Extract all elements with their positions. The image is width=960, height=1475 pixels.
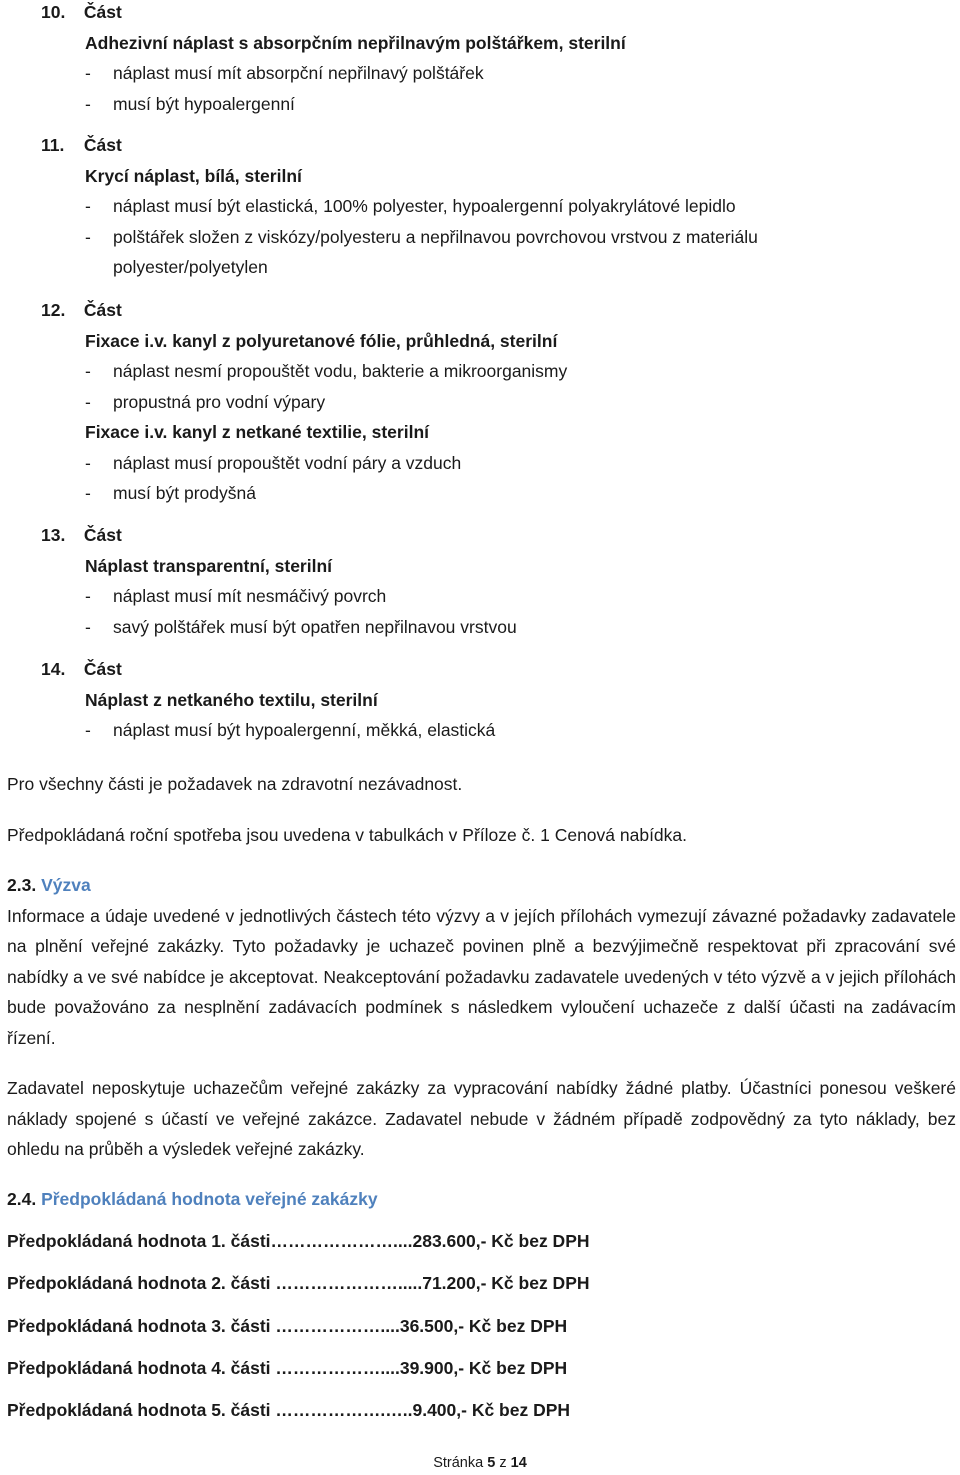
item-title: Krycí náplast, bílá, sterilní <box>85 165 302 186</box>
bullet-text: musí být prodyšná <box>113 483 256 503</box>
bullet-text: náplast musí být hypoalergenní, měkká, elastická <box>113 720 496 740</box>
item-title: Náplast z netkaného textilu, sterilní <box>85 689 378 710</box>
part-heading <box>7 520 956 551</box>
item-title: Náplast transparentní, sterilní <box>85 555 333 576</box>
bullet-item <box>7 581 956 612</box>
bullet-item <box>7 356 956 387</box>
section-heading <box>7 870 956 901</box>
dash-marker: - <box>85 483 91 503</box>
part-13 <box>7 520 956 642</box>
bullet-item <box>7 387 956 418</box>
value-row-part-5: Předpokládaná hodnota 5. části ……………….…..9.400,- Kč bez DPH <box>7 1400 571 1420</box>
part-heading <box>7 130 956 161</box>
bullet-text: musí být hypoalergenní <box>113 93 295 114</box>
note-health: Pro všechny části je požadavek na zdravotní nezávadnost. <box>7 774 463 794</box>
section-number: 2.3. <box>7 875 37 895</box>
bullet-item <box>7 191 956 222</box>
dash-marker: - <box>85 226 91 247</box>
value-row-part-3: Předpokládaná hodnota 3. části ………………....36.500,- Kč bez DPH <box>7 1316 568 1336</box>
bullet-text: savý polštářek musí být opatřen nepřilnavou vrstvou <box>113 616 517 637</box>
bullet-text: náplast nesmí propouštět vodu, bakterie a mikroorganismy <box>113 361 568 381</box>
part-number: 11. <box>41 135 65 155</box>
bullet-item <box>7 89 956 120</box>
footer-word-page: Stránka <box>433 1455 484 1471</box>
bullet-text: náplast musí být elastická, 100% polyester, hypoalergenní polyakrylátové lepidlo <box>113 196 736 216</box>
part-number: 13. <box>41 525 66 545</box>
bullet-text: náplast musí propouštět vodní páry a vzduch <box>113 452 462 473</box>
bullet-text: náplast musí mít nesmáčivý povrch <box>113 586 387 606</box>
dash-marker: - <box>85 452 91 473</box>
bullet-item <box>7 222 956 283</box>
bullet-text: polštářek složen z viskózy/polyesteru a nepřilnavou povrchovou vrstvou z materiálu polyester/polyetylen <box>113 226 758 277</box>
dash-marker: - <box>85 586 91 606</box>
footer-word-of: z <box>499 1455 507 1471</box>
part-heading <box>7 654 956 685</box>
bullet-item <box>7 715 956 746</box>
dash-marker: - <box>85 196 91 216</box>
bullet-item <box>7 58 956 89</box>
dash-marker: - <box>85 361 91 381</box>
dash-marker: - <box>85 63 91 83</box>
bullet-item <box>7 448 956 479</box>
part-label: Část <box>83 135 122 155</box>
bullet-text: náplast musí mít absorpční nepřilnavý polštářek <box>113 63 484 83</box>
bullet-text: propustná pro vodní výpary <box>113 391 326 412</box>
bullet-item <box>7 478 956 509</box>
section-title: Výzva <box>41 875 91 895</box>
note-consumption: Předpokládaná roční spotřeba jsou uvedena v tabulkách v Příloze č. 1 Cenová nabídka. <box>7 825 688 845</box>
item-title: Adhezivní náplast s absorpčním nepřilnavým polštářkem, sterilní <box>85 32 626 53</box>
part-number: 10. <box>41 2 66 22</box>
bullet-item <box>7 612 956 643</box>
dash-marker: - <box>85 93 91 114</box>
part-11 <box>7 130 956 283</box>
item-title: Fixace i.v. kanyl z netkané textilie, sterilní <box>85 422 429 442</box>
part-label: Část <box>83 2 122 22</box>
page-footer <box>0 1453 960 1473</box>
part-heading <box>7 0 956 28</box>
dash-marker: - <box>85 720 91 740</box>
value-row-part-2: Předpokládaná hodnota 2. části ………………….....71.200,- Kč bez DPH <box>7 1273 590 1293</box>
part-heading <box>7 295 956 326</box>
section-number: 2.4. <box>7 1189 37 1209</box>
paragraph: Informace a údaje uvedené v jednotlivých částech této výzvy a v jejích přílohách vymezují závazné požadavky zadavatele na plnění veřejné zakázky. Tyto požadavky je uchazeč povinen plně a bezvýjimečně respektovat při zpracování své nabídky a ve své nabídce je akceptovat. Neakceptování požadavku zadavatele uvedených v této výzvě a v jejich přílohách bude považováno za nesplnění zadávacích podmínek s následkem vyloučení uchazeče z další účasti na zadávacím řízení. <box>7 905 956 1048</box>
part-10 <box>7 0 956 119</box>
value-row-part-1: Předpokládaná hodnota 1. části…………………....283.600,- Kč bez DPH <box>7 1231 590 1251</box>
part-label: Část <box>83 300 122 320</box>
part-label: Část <box>83 659 122 679</box>
part-12 <box>7 295 956 509</box>
part-number: 12. <box>41 300 66 320</box>
section-title: Předpokládaná hodnota veřejné zakázky <box>41 1189 378 1209</box>
item-title: Fixace i.v. kanyl z polyuretanové fólie, průhledná, sterilní <box>85 330 558 351</box>
section-2-4-heading <box>7 1184 956 1215</box>
value-row-part-4: Předpokládaná hodnota 4. části ………………....39.900,- Kč bez DPH <box>7 1358 568 1378</box>
part-label: Část <box>83 525 122 545</box>
paragraph: Zadavatel neposkytuje uchazečům veřejné zakázky za vypracování nabídky žádné platby. Účastníci ponesou veškeré náklady spojené s účastí ve veřejné zakázce. Zadavatel nebude v žádném případě zodpovědný za tyto náklady, bez ohledu na průběh a výsledek veřejné zakázky. <box>7 1078 956 1159</box>
dash-marker: - <box>85 616 91 637</box>
footer-current-page: 5 <box>487 1455 496 1471</box>
footer-total-pages: 14 <box>510 1455 527 1471</box>
part-14 <box>7 654 956 746</box>
dash-marker: - <box>85 391 91 412</box>
section-2-3 <box>7 870 956 1165</box>
part-number: 14. <box>41 659 66 679</box>
